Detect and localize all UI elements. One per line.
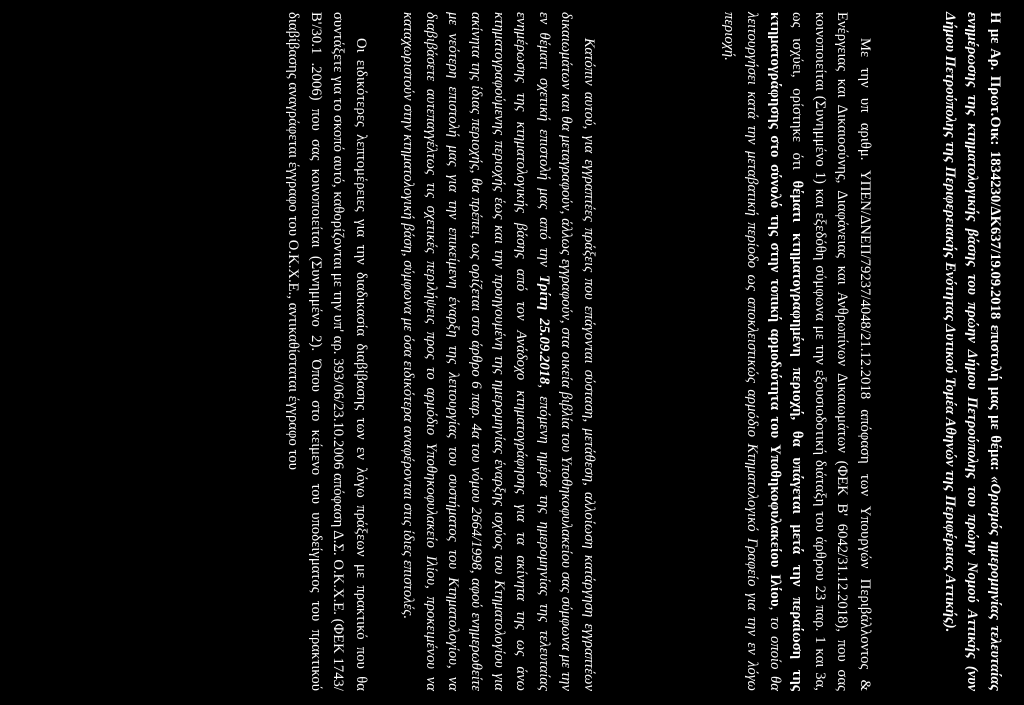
letter-reference-header <box>938 12 1006 691</box>
date-emphasis: Τρίτη 25.09.2018 <box>535 274 552 385</box>
details-text: Οι ειδικότερες λεπτομέρειες για την διαδικασία διαβίβασης των εν λόγω πράξεων με πρακτικό που θα συντάξετε για το σκοπό αυτό, καθορίζονται με την υπ' αρ. 393/06/23.10.2006 απόφαση Δ.Σ. Ο.Κ.Χ.Ε. (ΦΕΚ 1743/Β'/30.1 .2006) που σας κοινοποιείται (Συνημμένο 2). Όπου στο κείμενο του υποδείγματος του πρακτικού διαβίβασης αναγράφεται έγγραφο του Ο.Κ.Χ.Ε., αντικαθίσταται έγγραφο του <box>285 12 369 691</box>
paragraph-details <box>282 12 372 691</box>
reference-paragraph <box>938 12 1006 691</box>
reference-prefix: Η με Αρ. Πρωτ.Οικ: 1834230/ΔΚ637/19.09.2018 επιστολή μας με θέμα: <box>987 12 1003 477</box>
procedure-continuation: , επόμενη ημέρα της ημερομηνίας της τελευταίας ενημέρωσης της κτηματολογικής βάσης από τον Ανάδοχο κτηματογράφησης για τα ακίνητα της ως άνω κτηματογραφούμενης περιοχής έως και την προηγουμένη της ημερομηνίας έναρξης ισχύος του Κτηματολογίου για ακίνητα της ίδιας περιοχής, θα πρέπει, ως ορίζεται στο άρθρο 6 παρ. 4α του νόμου 2664/1998, αφού ενημερωθείτε με νεότερη επιστολή μας για την επικείμενη έναρξη της λειτουργίας του συστήματος του Κτηματολογίου, να διαβιβάσετε αυτεπαγγέλτως τις σχετικές περιλήψεις προς το αρμόδιο Υποθηκοφυλακείο Ιλίου, προκειμένου να καταχωριστούν στην κτηματολογική βάση, σύμφωνα με όσα ειδικότερα αναφέρονται στις ίδιες επιστολές. <box>400 12 552 691</box>
jurisdiction-emphasis: θέματι κτηματογραφημένη περιοχή, θα υπάγεται μετά την περαίωση της κτηματογράφησης στο σύνολό της στην τοπική αρμοδιότητα του Υποθηκοφυλακείου Ιλίου <box>766 12 806 691</box>
paragraph-decision <box>718 12 876 691</box>
procedure-text: Κατόπιν αυτού, για εγγραπτέες πράξεις που επάγονται σύσταση, μετάθεση, αλλοίωση κατάργηση εγγραπτέων δικαιωμάτων και θα μεταγραφούν, άλλως εγγραφούν, στα οικεία βιβλία του Υποθηκοφυλακείου σας σύμφωνα με την εν θέματι σχετική επιστολή μας από την <box>535 12 597 691</box>
paragraph-procedure <box>397 12 600 691</box>
paragraph-text <box>397 12 600 691</box>
transitional-text: , το οποίο θα λειτουργήσει κατά την μεταβατική περίοδο ως αποκλειστικώς αρμόδιο Κτηματολογικό Γραφείο για την εν λόγω περιοχή. <box>721 12 783 691</box>
subject-title: «Ορισμός ημερομηνίας τελευταίας ενημέρωσης της κτηματολογικής βάσης του πρώην Δήμου Πετρούπολης του πρώην Νομού Αττικής (νυν Δήμου Πετρούπολης της Περιφερειακής Ενότητας Δυτικού Τομέα Αθηνών της Περιφέρειας Αττικής). <box>941 12 1003 691</box>
paragraph-text <box>282 12 372 691</box>
paragraph-text <box>718 12 876 691</box>
decision-text: Με την υπ αριθμ. ΥΠΕΝ/ΔΝΕΠ/79237/4048/21.12.2018 απόφαση των Υπουργών Περιβάλλοντος & Ενέργειας και Δικαιοσύνης, Διαφάνειας και Ανθρωπίνων Δικαιωμάτων (ΦΕΚ Β' 6042/31.12.2018), που σας κοινοποιείται (Συνημμένο 1) και εξεδόθη σύμφωνα με την εξουσιοδοτική διάταξη του άρθρου 23 παρ. 1 και 3α, ως ισχύει, ορίστηκε ότι <box>789 12 873 691</box>
